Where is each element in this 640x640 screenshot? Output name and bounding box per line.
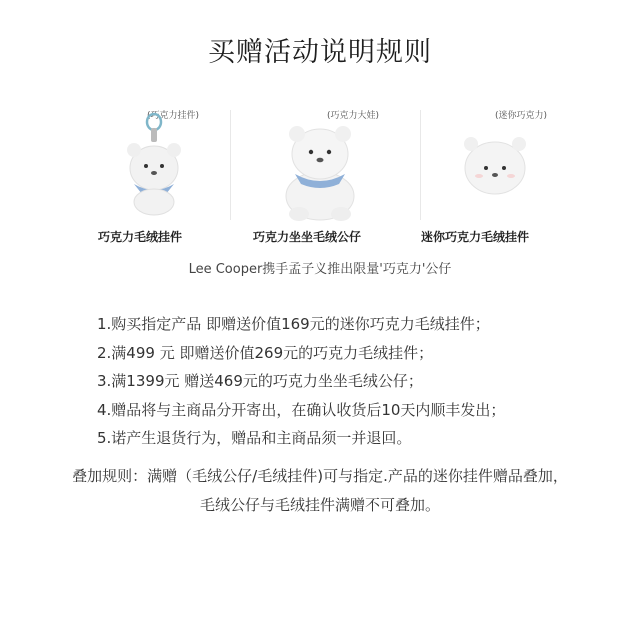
product-label: 巧克力毛绒挂件	[98, 230, 183, 244]
rule-item: 2.满499 元 即赠送价值269元的巧克力毛绒挂件；	[97, 343, 434, 362]
rule-item: 1.购买指定产品 即赠送价值169元的迷你巧克力毛绒挂件；	[97, 315, 490, 333]
product-tag: (迷你巧克力)	[495, 111, 548, 121]
rule-item: 5.诺产生退货行为，赠品和主商品须一并退回。	[97, 429, 412, 447]
page-title: 买赠活动说明规则	[208, 37, 432, 68]
keychain-plush-icon	[114, 110, 194, 220]
rule-item: 4.赠品将与主商品分开寄出，在确认收货后10天内顺丰发出；	[97, 400, 506, 419]
product-sitting-plush	[215, 100, 415, 250]
product-tag: (巧克力挂件)	[147, 111, 200, 121]
stacking-rule-note	[0, 462, 640, 519]
sitting-plush-icon	[275, 118, 365, 223]
mini-plush-icon	[455, 130, 535, 200]
rules-list	[97, 310, 505, 453]
collab-subtitle: Lee Cooper携手孟子义推出限量'巧克力'公仔	[188, 262, 452, 277]
product-mini-plush	[395, 100, 595, 250]
product-tag: (巧克力大娃)	[327, 111, 380, 121]
product-label: 巧克力坐坐毛绒公仔	[253, 230, 362, 244]
stacking-rule-line: 毛绒公仔与毛绒挂件满赠不可叠加。	[199, 495, 440, 514]
product-label: 迷你巧克力毛绒挂件	[421, 230, 530, 244]
gift-products-image	[0, 100, 640, 260]
stacking-rule-line: 叠加规则：满赠（毛绒公仔/毛绒挂件)可与指定.产品的迷你挂件赠品叠加，	[72, 467, 568, 485]
rule-item: 3.满1399元 赠送469元的巧克力坐坐毛绒公仔；	[97, 372, 423, 390]
